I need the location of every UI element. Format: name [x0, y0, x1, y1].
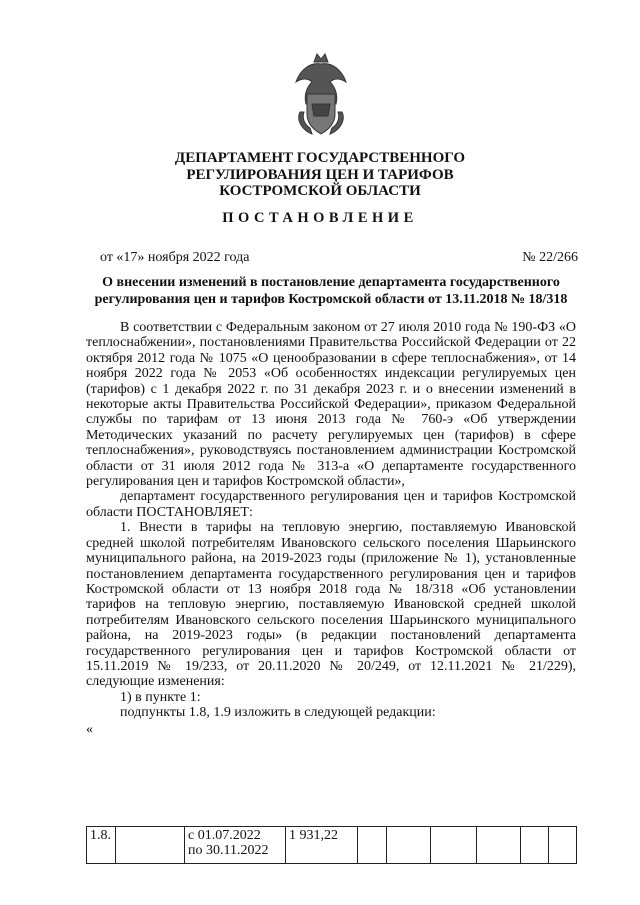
tariff-value-cell: 1 931,22 — [286, 827, 358, 864]
document-title — [86, 275, 576, 308]
period-from: с 01.07.2022 — [188, 828, 261, 843]
opening-quote: « — [86, 721, 93, 737]
department-name-line1: ДЕПАРТАМЕНТ ГОСУДАРСТВЕННОГО — [174, 150, 466, 166]
paragraph-item-1: 1. Внести в тарифы на тепловую энергию, поставляемую Ивановской средней школой потребителям Ивановского сельского поселения Шарьинского муниципального района, на 2019-2023 годы (приложение № 1), установленные постановлением департамента государственного регулирования цен и тарифов Костромской области от 13 ноября 2018 года № 18/318 «Об установлении тарифов на тепловую энергию, поставляемую Ивановской средней школой потребителям Ивановского сельского поселения Шарьинского муниципального района, на 2019-2023 годы» (в редакции постановлений департамента государственного регулирования цен и тарифов Костромской области от 15.11.2019 № 19/233, от 20.11.2020 № 20/249, от 12.11.2021 № 21/229), следующие изменения: — [86, 520, 576, 690]
paragraph-subitem-1: 1) в пункте 1: — [120, 689, 201, 705]
empty-cell — [521, 827, 549, 864]
document-body — [86, 320, 576, 737]
row-number-cell: 1.8. — [87, 827, 116, 864]
period-to: по 30.11.2022 — [188, 843, 269, 858]
paragraph-subitems-edit: подпункты 1.8, 1.9 изложить в следующей редакции: — [120, 705, 436, 721]
empty-cell — [431, 827, 477, 864]
table-row — [87, 827, 577, 864]
tariff-table — [86, 826, 577, 864]
paragraph-legal-basis: В соответствии с Федеральным законом от 27 июля 2010 года № 190-ФЗ «О теплоснабжении», постановлениями Правительства Российской Федерации от 22 октября 2012 года № 1075 «О ценообразовании в сфере теплоснабжения», от 14 ноября 2022 года № 2053 «Об особенностях индексации регулируемых цен (тарифов) с 1 декабря 2022 г. по 31 декабря 2023 г. и о внесении изменений в некоторые акты Правительства Российской Федерации», приказом Федеральной службы по тарифам от 13 июня 2013 года № 760-э «Об утверждении Методических указаний по расчету регулируемых цен (тарифов) в сфере теплоснабжения», руководствуясь постановлением администрации Костромской области от 31 июля 2012 года № 313-а «О департаменте государственного регулирования цен и тарифов Костромской области», — [86, 320, 576, 490]
document-type-heading: ПОСТАНОВЛЕНИЕ — [222, 210, 418, 226]
document-number: № 22/266 — [522, 250, 578, 265]
paragraph-resolves: департамент государственного регулирования цен и тарифов Костромской области ПОСТАНОВЛЯЕТ: — [86, 489, 576, 520]
department-name — [80, 150, 560, 200]
document-title-line1: О внесении изменений в постановление департамента государственного — [102, 275, 560, 290]
empty-cell — [116, 827, 185, 864]
empty-cell — [549, 827, 577, 864]
empty-cell — [477, 827, 521, 864]
coat-of-arms-emblem — [292, 52, 350, 138]
department-name-line3: КОСТРОМСКОЙ ОБЛАСТИ — [219, 183, 421, 199]
document-title-line2: регулирования цен и тарифов Костромской области от 13.11.2018 № 18/318 — [94, 291, 568, 307]
department-name-line2: РЕГУЛИРОВАНИЯ ЦЕН И ТАРИФОВ — [186, 166, 454, 183]
empty-cell — [358, 827, 387, 864]
period-cell — [185, 827, 286, 864]
empty-cell — [387, 827, 431, 864]
document-date: от «17» ноября 2022 года — [100, 250, 250, 265]
